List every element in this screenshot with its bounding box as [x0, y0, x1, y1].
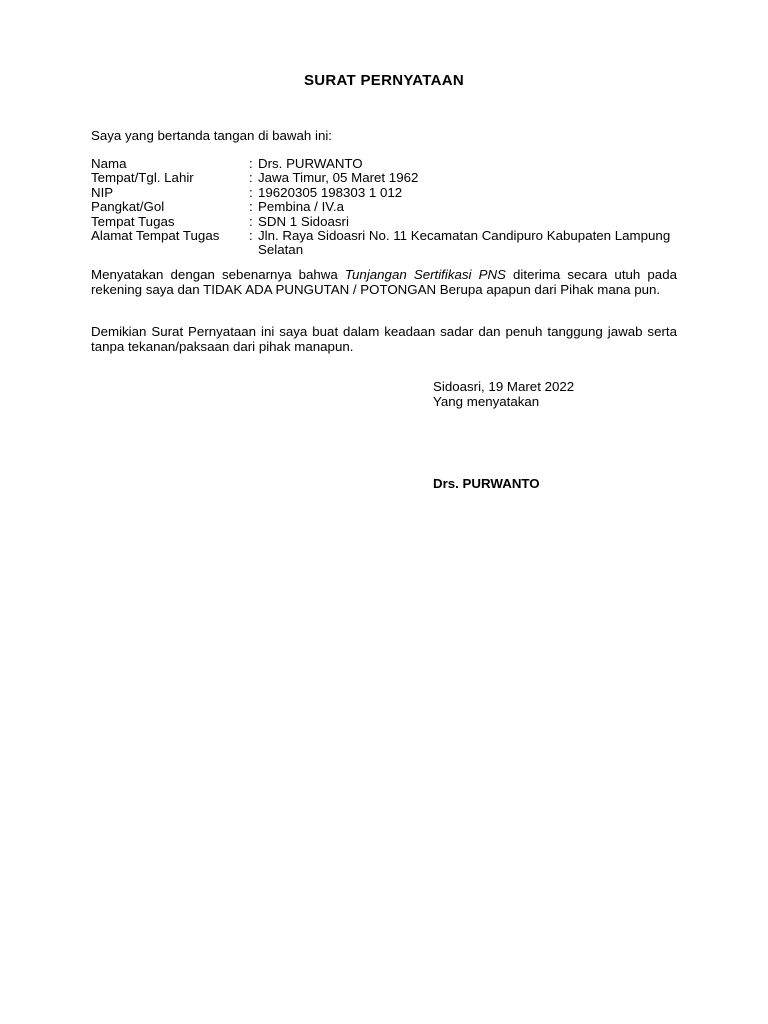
place-date: Sidoasri, 19 Maret 2022 — [433, 379, 575, 394]
signer-name: Drs. PURWANTO — [433, 476, 540, 491]
field-colon: : — [249, 184, 253, 200]
field-label: Tempat/Tgl. Lahir — [91, 170, 194, 186]
declarant-label: Yang menyatakan — [433, 394, 540, 409]
field-colon: : — [249, 170, 253, 186]
intro-text: Saya yang bertanda tangan di bawah ini: — [91, 128, 332, 143]
field-value: Jln. Raya Sidoasri No. 11 Kecamatan Candipuro Kabupaten Lampung Selatan — [258, 228, 671, 258]
statement-text-start: Menyatakan dengan sebenarnya bahwa — [91, 267, 345, 282]
field-row-nama — [91, 157, 681, 171]
field-row-birth — [91, 171, 681, 185]
field-row-workplace — [91, 215, 681, 229]
field-colon: : — [249, 199, 253, 215]
statement-text-end: diterima secara utuh pada rekening saya dan TIDAK ADA PUNGUTAN / POTONGAN Berupa apapun dari Pihak mana pun. — [91, 267, 677, 297]
signature-block — [433, 379, 574, 409]
document-title: SURAT PERNYATAAN — [303, 72, 465, 89]
field-colon: : — [249, 213, 253, 229]
field-label: Nama — [91, 156, 127, 171]
statement-paragraph — [91, 268, 677, 297]
field-row-nip — [91, 186, 681, 200]
field-colon: : — [249, 156, 253, 171]
field-label: Alamat Tempat Tugas — [91, 228, 220, 244]
field-label: Tempat Tugas — [91, 213, 175, 229]
field-value: 19620305 198303 1 012 — [258, 184, 403, 200]
field-value: Pembina / IV.a — [258, 199, 344, 215]
identity-fields — [91, 157, 681, 258]
statement-emphasis: Tunjangan Sertifikasi PNS — [344, 267, 506, 282]
field-row-address — [91, 229, 681, 258]
field-value: SDN 1 Sidoasri — [258, 213, 349, 229]
field-label: NIP — [91, 184, 114, 200]
field-colon: : — [249, 228, 253, 244]
field-value: Jawa Timur, 05 Maret 1962 — [258, 170, 419, 186]
field-value: Drs. PURWANTO — [258, 156, 363, 171]
closing-paragraph: Demikian Surat Pernyataan ini saya buat dalam keadaan sadar dan penuh tanggung jawab serta tanpa tekanan/paksaan dari pihak manapun. — [91, 324, 677, 354]
field-label: Pangkat/Gol — [91, 199, 165, 215]
field-row-rank — [91, 200, 681, 214]
